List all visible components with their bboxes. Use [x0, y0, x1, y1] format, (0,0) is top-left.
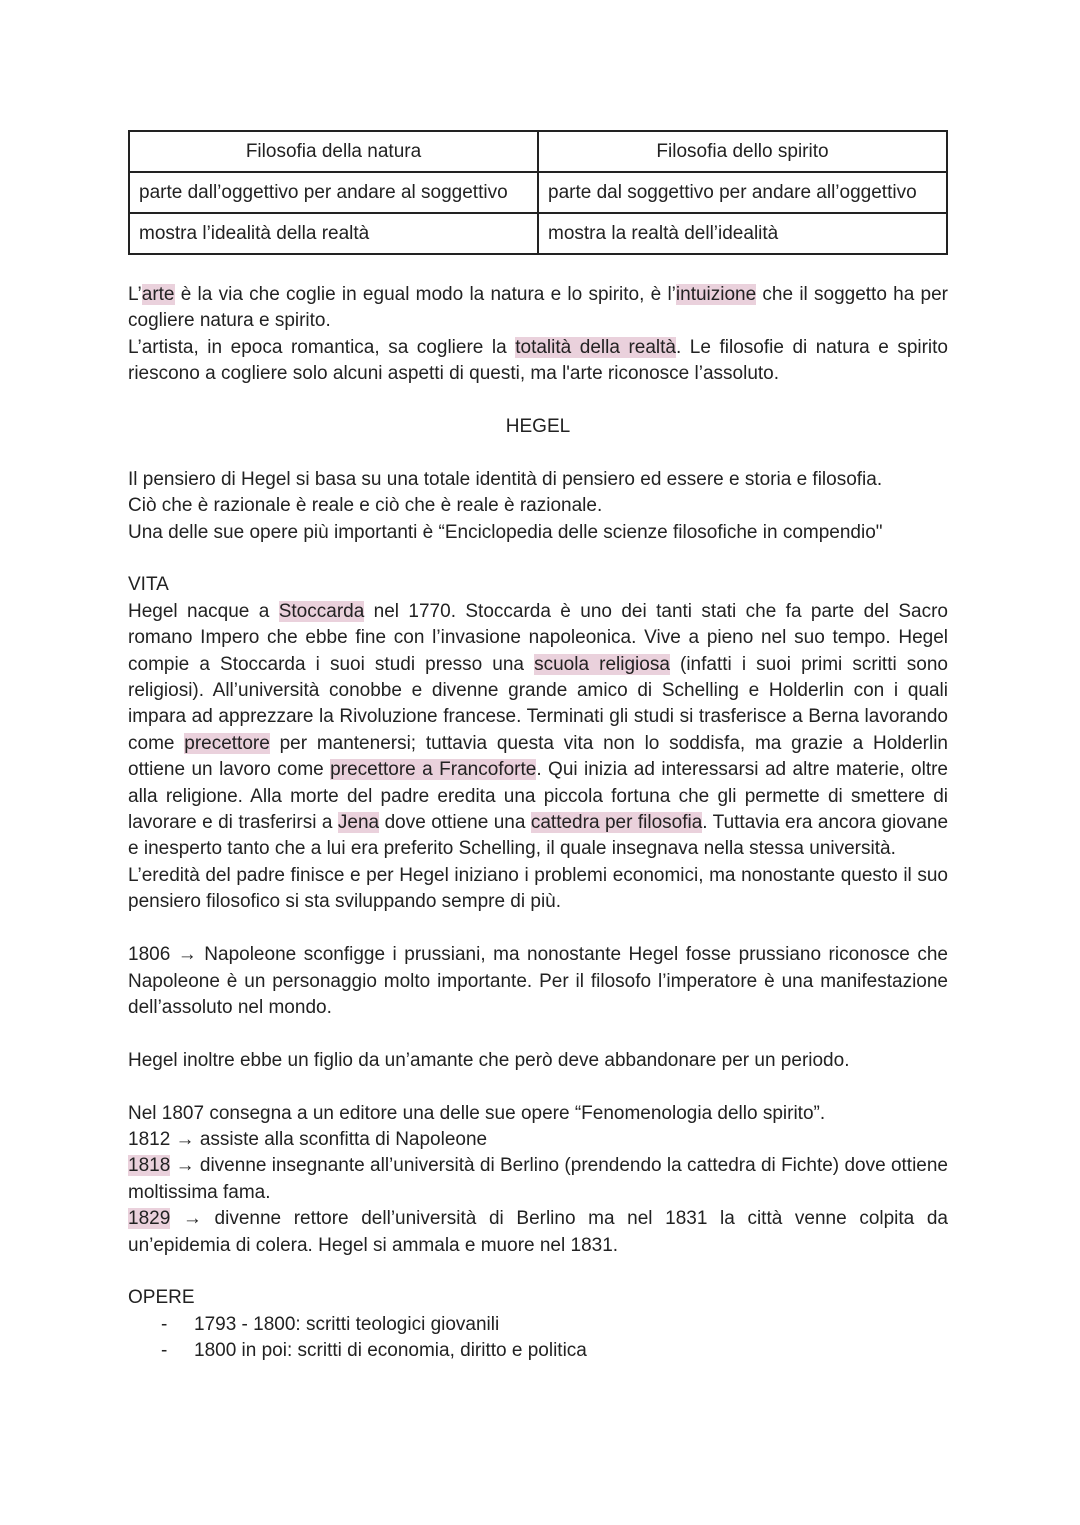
vita-title: VITA [128, 574, 169, 596]
table-header-cell: Filosofia dello spirito [538, 131, 947, 172]
cronologia-1818 [128, 1153, 948, 1206]
highlight-stoccarda: Stoccarda [278, 600, 365, 622]
text-run: L’artista, in epoca romantica, sa cogliere la [128, 336, 516, 358]
vita-paragraph [128, 599, 948, 863]
table-header-row [129, 131, 947, 172]
table-header-cell: Filosofia della natura [129, 131, 538, 172]
highlight-totalita: totalità della realtà [515, 336, 676, 358]
list-item [128, 1312, 948, 1338]
table-cell: parte dal soggettivo per andare all’oggettivo [538, 172, 947, 213]
table-row [129, 172, 947, 213]
list-item-text: 1793 - 1800: scritti teologici giovanili [194, 1313, 500, 1335]
table-row [129, 213, 947, 254]
table-cell: mostra l’idealità della realtà [129, 213, 538, 254]
text-run: . Qui inizia ad interessarsi ad altre materie, oltre alla religione. Alla morte del padre eredita una piccola fortuna che gli permette di smettere di lavorare e di trasferirsi a [128, 759, 948, 834]
text-run: → divenne rettore dell’università di Berlino ma nel 1831 la città venne colpita da un’epidemia di colera. Hegel si ammala e muore nel 1831. [128, 1208, 948, 1256]
text-run: . Le filosofie di natura e spirito riescono a cogliere solo alcuni aspetti di questi, ma l'arte riconosce l’assoluto. [128, 336, 949, 385]
text-run: per mantenersi; tuttavia questa vita non lo soddisfa, ma grazie a Holderlin ottiene un lavoro come [128, 732, 948, 781]
highlight-1818: 1818 [128, 1155, 171, 1177]
text-run: è la via che coglie in egual modo la natura e lo spirito, è l’ [174, 284, 676, 305]
text-run: Una delle sue opere più importanti è “Enciclopedia delle scienze filosofiche in compendio" [128, 521, 883, 543]
highlight-1829: 1829 [128, 1208, 171, 1230]
text-run: (infatti i suoi primi scritti sono religiosi). All’università conobbe e divenne grande amico di Schelling e Holderlin con i quali impara ad apprezzare la Rivoluzione francese. Terminati gli studi si trasferisce a Berna lavorando come [128, 653, 948, 754]
cronologia-1812: 1812 → assiste alla sconfitta di Napoleone [128, 1128, 488, 1150]
text-run: Il pensiero di Hegel si basa su una totale identità di pensiero ed essere e storia e filosofia. [128, 468, 883, 490]
cronologia-1807: Nel 1807 consegna a un editore una delle sue opere “Fenomenologia dello spirito”. [128, 1102, 826, 1124]
highlight-arte: arte [141, 284, 175, 305]
list-item-text: 1800 in poi: scritti di economia, diritto e politica [194, 1340, 587, 1362]
text-run: Ciò che è razionale è reale e ciò che è reale è razionale. [128, 495, 603, 517]
highlight-precettore-francoforte: precettore a Francoforte [330, 759, 537, 781]
vita-paragraph-2: L’eredità del padre finisce e per Hegel iniziano i problemi economici, ma nonostante questo il suo pensiero filosofico si sta sviluppando sempre di più. [128, 864, 948, 913]
highlight-cattedra: cattedra per filosofia [530, 812, 703, 834]
list-item [128, 1338, 948, 1364]
highlight-jena: Jena [337, 812, 380, 834]
text-run: . Tuttavia era ancora giovane e inesperto tanto che a lui era preferito Schelling, il quale insegnava nella stessa università. [128, 812, 949, 860]
napoleone-paragraph: 1806 → Napoleone sconfigge i prussiani, ma nonostante Hegel fosse prussiano riconosce che Napoleone è un personaggio molto importante. Per il filosofo l’imperatore è una manifestazione dell’assoluto nel mondo. [128, 944, 948, 1018]
highlight-precettore: precettore [184, 732, 270, 754]
text-run: → divenne insegnante all’università di Berlino (prendendo la cattedra di Fichte) dove ottiene moltissima fama. [128, 1155, 948, 1203]
cronologia-1829 [128, 1206, 948, 1259]
comparison-table [128, 130, 948, 255]
section-heading-hegel: HEGEL [505, 416, 571, 438]
text-run: L’ [128, 284, 142, 305]
arte-paragraph [128, 282, 948, 388]
highlight-scuola-religiosa: scuola religiosa [534, 653, 670, 675]
highlight-intuizione: intuizione [675, 284, 757, 305]
opere-title: OPERE [128, 1287, 195, 1309]
opere-list [128, 1312, 948, 1365]
intro-paragraph [128, 467, 948, 546]
figlio-paragraph: Hegel inoltre ebbe un figlio da un’amante che però deve abbandonare per un periodo. [128, 1049, 850, 1071]
bullet-dash-icon: - [161, 1340, 168, 1362]
text-run: che il soggetto ha per cogliere natura e spirito. [128, 284, 948, 332]
table-cell: mostra la realtà dell’idealità [538, 213, 947, 254]
text-run: Hegel nacque a [128, 600, 279, 622]
table-cell: parte dall’oggettivo per andare al soggettivo [129, 172, 538, 213]
text-run: dove ottiene una [379, 812, 531, 834]
text-run: nel 1770. Stoccarda è uno dei tanti stati che fa parte del Sacro romano Impero che ebbe fine con l’invasione napoleonica. Vive a pieno nel suo tempo. Hegel compie a Stoccarda i suoi studi presso una [128, 600, 948, 675]
bullet-dash-icon: - [161, 1313, 168, 1335]
document-page [128, 130, 948, 1365]
